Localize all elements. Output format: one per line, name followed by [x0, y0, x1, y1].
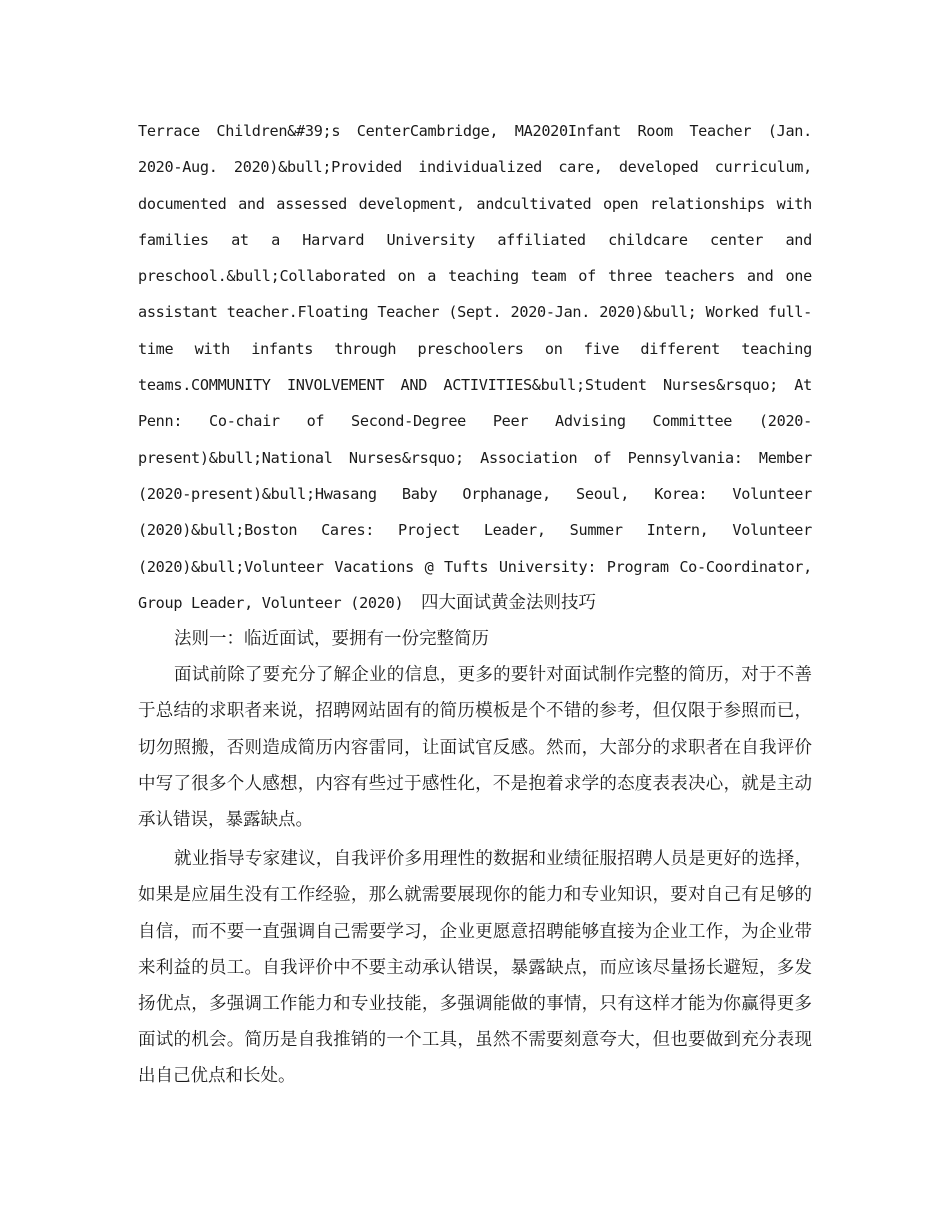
section-title: 四大面试黄金法则技巧 [421, 592, 596, 613]
document-page [138, 113, 812, 1098]
resume-body-text: Terrace Children&#39;s CenterCambridge, MA2020Infant Room Teacher (Jan. 2020-Aug. 2020)&bull;Provided individualized care, developed curriculum, documented and assessed development, andcultivated open relationships with families at a Harvard University affiliated childcare center and preschool.&bull;Collaborated on a teaching team of three teachers and one assistant teacher.Floating Teacher (Sept. 2020-Jan. 2020)&bull; Worked full-time with infants through preschoolers on five different teaching teams.COMMUNITY INVOLVEMENT AND ACTIVITIES&bull;Student Nurses&rsquo; At Penn: Co-chair of Second-Degree Peer Advising Committee (2020-present)&bull;National Nurses&rsquo; Association of Pennsylvania: Member (2020-present)&bull;Hwasang Baby Orphanage, Seoul, Korea: Volunteer (2020)&bull;Boston Cares: Project Leader, Summer Intern, Volunteer (2020)&bull;Volunteer Vacations @ Tufts University: Program Co-Coordinator, Group Leader, Volunteer (2020) [138, 122, 812, 612]
paragraph-2: 就业指导专家建议，自我评价多用理性的数据和业绩征服招聘人员是更好的选择，如果是应届生没有工作经验，那么就需要展现你的能力和专业知识，要对自己有足够的自信，而不要一直强调自己需要学习，企业更愿意招聘能够直接为企业工作，为企业带来利益的员工。自我评价中不要主动承认错误，暴露缺点，而应该尽量扬长避短，多发扬优点，多强调工作能力和专业技能，多强调能做的事情，只有这样才能为你赢得更多面试的机会。简历是自我推销的一个工具，虽然不需要刻意夸大，但也要做到充分表现出自己优点和长处。 [138, 849, 812, 1087]
rule-one-heading: 法则一：临近面试，要拥有一份完整简历 [174, 629, 489, 650]
resume-experience-text [138, 113, 812, 621]
paragraph-1: 面试前除了要充分了解企业的信息，更多的要针对面试制作完整的简历，对于不善于总结的求职者来说，招聘网站固有的简历模板是个不错的参考，但仅限于参照而已，切勿照搬，否则造成简历内容雷同，让面试官反感。然而，大部分的求职者在自我评价中写了很多个人感想，内容有些过于感性化，不是抱着求学的态度表表决心，就是主动承认错误，暴露缺点。 [138, 665, 812, 830]
